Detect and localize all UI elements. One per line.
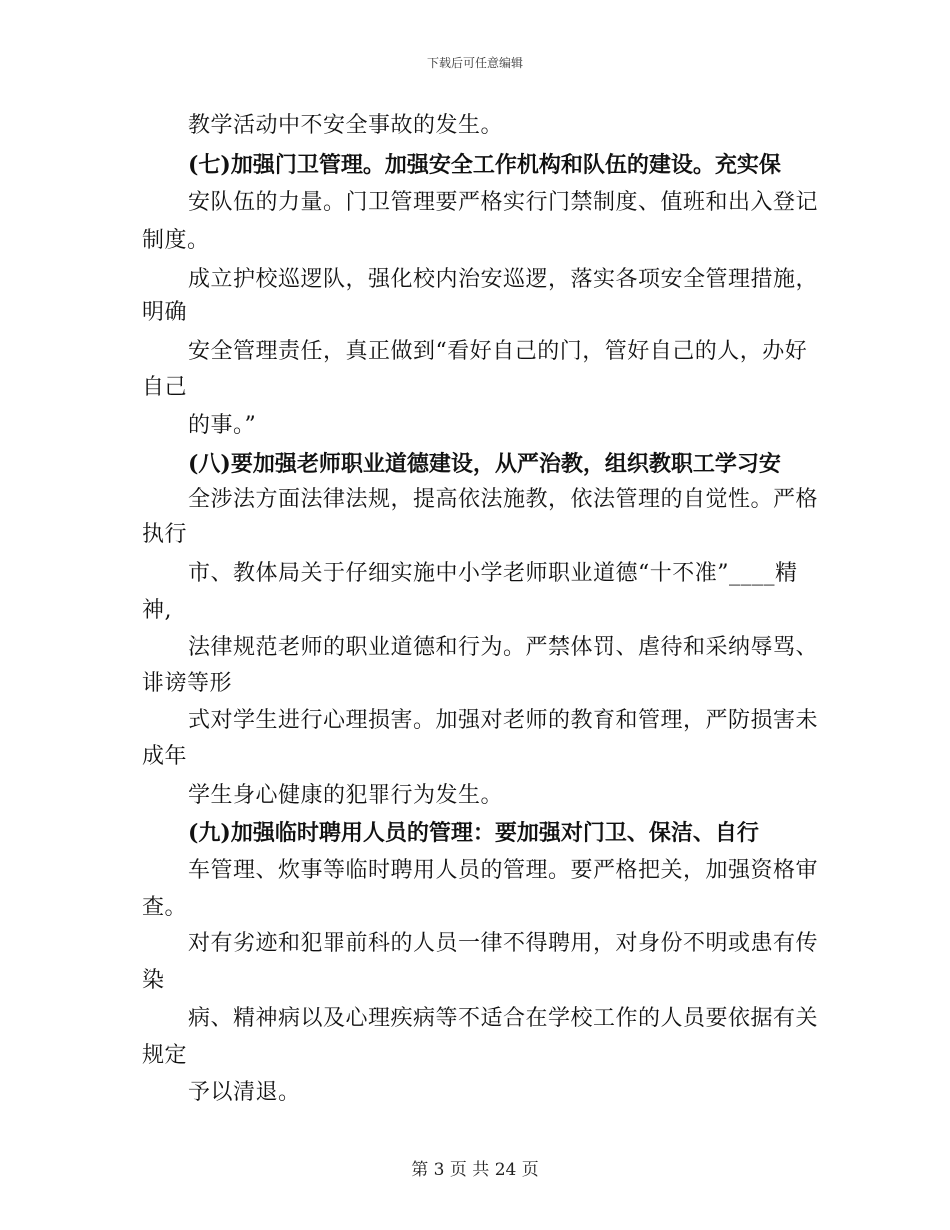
body-line: 成立护校巡逻队，强化校内治安巡逻，落实各项安全管理措施， [188,267,819,292]
body-line: 市、教体局关于仔细实施中小学老师职业道德“十不准”____精 [188,561,798,586]
section-heading-8: (八)要加强老师职业道德建设，从严治教，组织教职工学习安 [188,451,781,477]
body-line: 成年 [142,744,188,769]
body-line: 式对学生进行心理损害。加强对老师的教育和管理，严防损害未 [188,708,819,733]
body-line: 教学活动中不安全事故的发生。 [188,113,504,138]
page-header: 下载后可任意编辑 [426,56,523,70]
body-line: 法律规范老师的职业道德和行为。严禁体罚、虐待和采纳辱骂、 [188,635,819,660]
body-line: 对有劣迹和犯罪前科的人员一律不得聘用，对身份不明或患有传 [188,931,819,956]
body-line: 学生身心健康的犯罪行为发生。 [188,783,504,808]
section-heading-9: (九)加强临时聘用人员的管理：要加强对门卫、保洁、自行 [188,820,759,846]
body-line: 安队伍的力量。门卫管理要严格实行门禁制度、值班和出入登记 [188,190,819,215]
body-line: 全涉法方面法律法规，提高依法施教，依法管理的自觉性。严格 [188,487,819,512]
body-line: 染 [142,968,165,993]
body-line: 规定 [142,1043,188,1068]
body-line: 明确 [142,300,188,325]
body-line: 自己 [142,375,188,400]
body-line: 制度。 [142,228,210,253]
body-line: 病、精神病以及心理疾病等不适合在学校工作的人员要依据有关 [188,1006,819,1031]
body-line: 神, [142,598,172,623]
body-line: 予以清退。 [188,1080,301,1105]
body-line: 车管理、炊事等临时聘用人员的管理。要严格把关，加强资格审 [188,858,819,883]
body-line: 执行 [142,522,188,547]
page-number: 第 3 页 共 24 页 [411,1160,539,1180]
body-line: 安全管理责任，真正做到“看好自己的门，管好自己的人，办好 [188,339,808,364]
section-heading-7: (七)加强门卫管理。加强安全工作机构和队伍的建设。充实保 [188,152,781,178]
body-line: 查。 [142,895,188,920]
body-line: 的事。” [188,413,257,438]
body-line: 诽谤等形 [142,671,233,696]
